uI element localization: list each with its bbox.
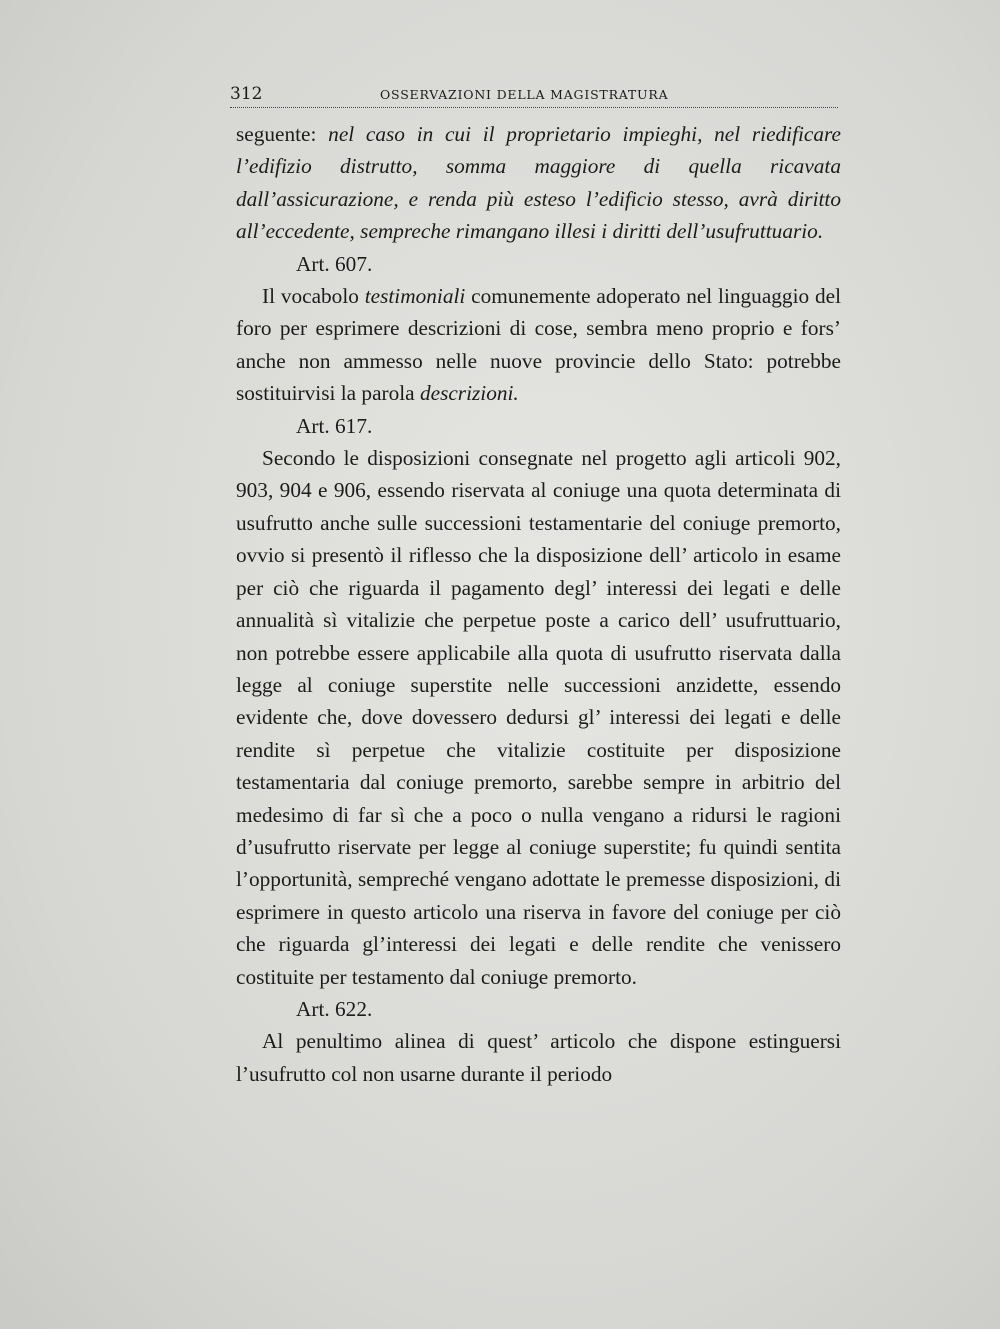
paragraph-art-622: Al penultimo alinea di quest’ articolo che dispone estinguersi l’usufrutto col non usarne durante il periodo xyxy=(236,1029,841,1086)
page-body xyxy=(236,118,841,1090)
italic-term: testimoniali xyxy=(364,284,466,309)
italic-term: descrizioni. xyxy=(419,381,519,406)
paragraph-lead: seguente: xyxy=(236,122,317,146)
page-number: 312 xyxy=(230,84,263,104)
running-title: OSSERVAZIONI DELLA MAGISTRATURA xyxy=(380,87,669,102)
paragraph-art-617: Secondo le disposizioni consegnate nel progetto agli articoli 902, 903, 904 e 906, essendo riservata al coniuge una quota determinata di usufrutto anche sulle successioni testamentarie del coniuge premorto, ovvio si presentò il riflesso che la disposizione dell’ articolo in esame per ciò che riguarda il pagamento degl’ interessi dei legati e delle annualità sì vitalizie che perpetue poste a carico dell’ usufruttuario, non potrebbe essere applicabile alla quota di usufrutto riservata dalla legge al coniuge superstite nelle successioni anzidette, essendo evidente che, dove dovessero dedursi gl’ interessi dei legati e delle rendite sì perpetue che vitalizie costituite per disposizione testamentaria dal coniuge premorto, sarebbe sempre in arbitrio del medesimo di far sì che a poco o nulla vengano a ridursi le ragioni d’usufrutto riservate per legge al coniuge superstite; fu quindi sentita l’opportunità, sempreché vengano adottate le premesse disposizioni, di esprimere in questo articolo una riserva in favore del coniuge per ciò che riguarda gl’interessi dei legati e delle rendite che venissero costituite per testamento dal coniuge premorto. xyxy=(236,446,841,989)
paragraph-continuation xyxy=(236,118,841,248)
text-segment: comunemente adoperato nel linguaggio del foro per esprimere descrizioni di cose, sembra meno proprio e fors’ anche non ammesso nelle nuove provincie dello Stato: potrebbe sostituirvisi la parola xyxy=(236,284,841,406)
paragraph-art-607 xyxy=(236,280,841,410)
article-heading-622: Art. 622. xyxy=(296,996,373,1021)
article-heading-607: Art. 607. xyxy=(296,251,373,276)
text-segment: Il vocabolo xyxy=(262,284,359,309)
header-rule xyxy=(230,107,838,108)
page-header xyxy=(230,84,838,106)
article-heading-617: Art. 617. xyxy=(296,413,373,438)
italic-quote: nel caso in cui il proprietario impieghi, nel riedificare l’edifizio distrutto, somma maggiore di quella ricavata dall’assicurazione, e renda più esteso l’edificio stesso, avrà diritto all’eccedente, sempreche rimangano illesi i diritti dell’usufruttuario. xyxy=(236,122,841,244)
